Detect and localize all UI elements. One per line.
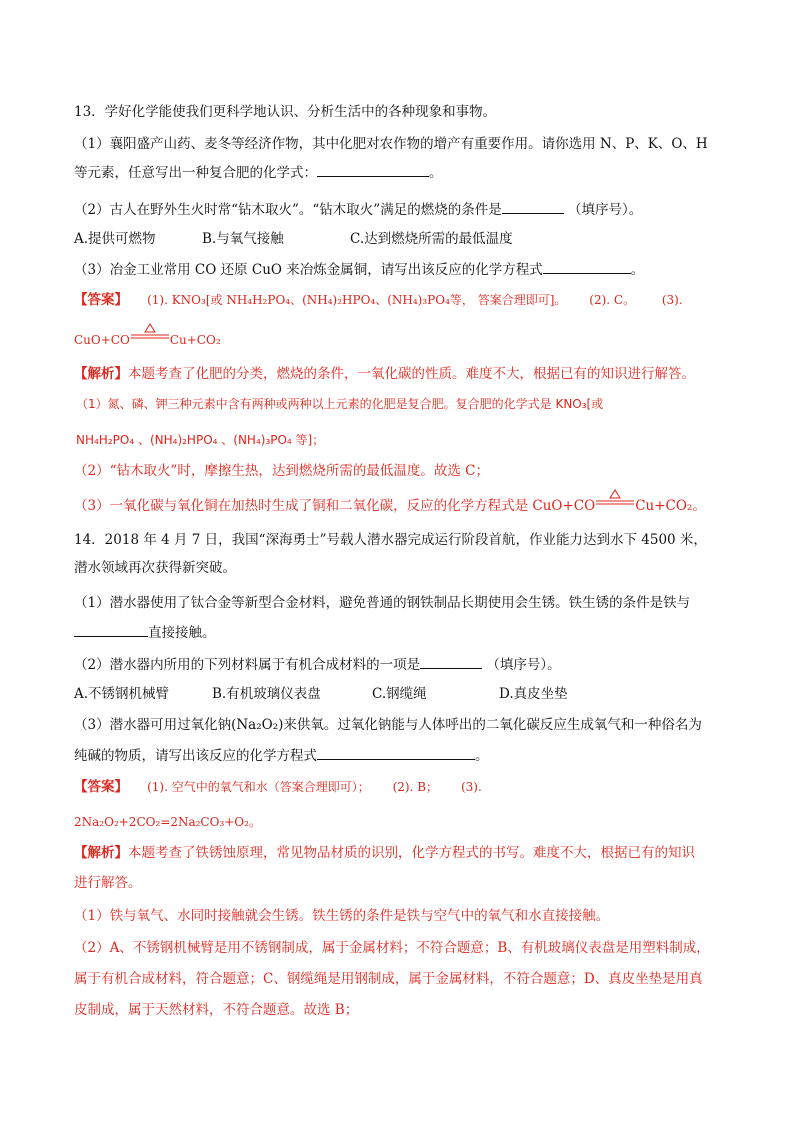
option-c: C.达到燃烧所需的最低温度 — [350, 231, 513, 247]
q13-analysis-2: （2）“钻木取火”时，摩擦生热，达到燃烧所需的最低温度。故选 C； — [74, 463, 490, 479]
q13-analysis-1-line2: NH₄H₂PO₄ 、(NH₄)₂HPO₄ 、(NH₄)₃PO₄ 等]； — [76, 433, 325, 447]
q14-analysis-1: （1）铁与氧气、水同时接触就会生锈。铁生锈的条件是铁与空气中的氧气和水直接接触。 — [74, 908, 610, 924]
q13-part2: （2）古人在野外生火时常“钻木取火”。“钻木取火”满足的燃烧的条件是 （填序号）。 — [74, 199, 642, 220]
option-a: A.提供可燃物 — [74, 231, 156, 247]
q14-options — [74, 684, 568, 704]
answer-blank — [420, 654, 482, 669]
q13-analysis: 【解析】本题考查了化肥的分类，燃烧的条件，一氧化碳的性质。难度不大，根据已有的知识进行解答。 — [74, 366, 695, 382]
option-a: A.不锈钢机械臂 — [74, 686, 170, 702]
q14-analysis-line1: 【解析】本题考查了铁锈蚀原理，常见物品材质的识别，化学方程式的书写。难度不大，根据已有的知识 — [74, 845, 695, 861]
q13-part3: （3）冶金工业常用 CO 还原 CuO 来冶炼金属铜，请写出该反应的化学方程式 。 — [74, 259, 644, 280]
q14-title-line1: 14．2018 年 4 月 7 日，我国“深海勇士”号载人潜水器完成运行阶段首航，作业能力达到水下 4500 米， — [74, 532, 707, 548]
q14-part1-line1: （1）潜水器使用了钛合金等新型合金材料，避免普通的钢铁制品长期使用会生锈。铁生锈的条件是铁与 — [74, 595, 691, 611]
q13-analysis-3: （3）一氧化碳与氧化铜在加热时生成了铜和二氧化碳，反应的化学方程式是 CuO+CO Cu+CO₂。 — [74, 496, 706, 516]
q14-answer-equation: 2Na₂O₂+2CO₂=2Na₂CO₃+O₂。 — [74, 815, 261, 829]
answer-blank — [317, 745, 475, 760]
q13-answer-equation: CuO+CO Cu+CO₂ — [74, 330, 221, 350]
q14-part1-line2: 直接接触。 — [74, 622, 216, 643]
q13-title: 13．学好化学能使我们更科学地认识、分析生活中的各种现象和事物。 — [74, 104, 497, 120]
q14-analysis-2-line1: （2）A、不锈钢机械臂是用不锈钢制成，属于金属材料；不符合题意；B、有机玻璃仪表盘是用塑料制成， — [74, 940, 710, 956]
option-b: B.有机玻璃仪表盘 — [212, 686, 321, 702]
q14-part2: （2）潜水器内所用的下列材料属于有机合成材料的一项是 （填序号）。 — [74, 654, 561, 675]
equal-sign-heating-icon — [130, 330, 170, 346]
q14-part3-line2: 纯碱的物质，请写出该反应的化学方程式 。 — [74, 745, 489, 766]
q14-part3-line1: （3）潜水器可用过氧化钠(Na₂O₂)来供氧。过氧化钠能与人体呼出的二氧化碳反应生成氧气和一种俗名为 — [74, 717, 702, 733]
analysis-label: 【解析】 — [74, 845, 128, 861]
q14-analysis-2-line2: 属于有机合成材料，符合题意；C、钢缆绳是用钢制成，属于金属材料，不符合题意；D、真皮坐垫是用真 — [74, 971, 703, 987]
q13-part1-line1: （1）襄阳盛产山药、麦冬等经济作物，其中化肥对农作物的增产有重要作用。请你选用 N、P、K、O、H — [74, 136, 708, 152]
option-d: D.真皮坐垫 — [499, 686, 568, 702]
q13-answer: 【答案】 (1). KNO₃[或 NH₄H₂PO₄、(NH₄)₂HPO₄、(NH₄)₃PO₄等， 答案合理即可]。 (2). C。 (3). — [74, 292, 683, 308]
q13-part1-line2: 等元素，任意写出一种复合肥的化学式： 。 — [74, 162, 443, 183]
answer-blank — [502, 199, 564, 214]
answer-blank — [317, 162, 429, 177]
answer-label: 【答案】 — [74, 779, 128, 795]
q14-analysis-line2: 进行解答。 — [74, 875, 142, 891]
answer-label: 【答案】 — [74, 292, 128, 308]
option-b: B.与氧气接触 — [202, 231, 284, 247]
q14-answer: 【答案】 (1). 空气中的氧气和水（答案合理即可）； (2). B； (3). — [74, 779, 482, 795]
q13-options — [74, 229, 513, 249]
equal-sign-heating-icon — [595, 496, 635, 512]
q13-analysis-1-line1: （1）氮、磷、钾三种元素中含有两种或两种以上元素的化肥是复合肥。复合肥的化学式是 KNO₃[或 — [76, 397, 604, 411]
option-c: C.钢缆绳 — [372, 686, 427, 702]
q14-analysis-2-line3: 皮制成，属于天然材料，不符合题意。故选 B； — [74, 1002, 359, 1018]
q14-title-line2: 潜水领域再次获得新突破。 — [74, 560, 236, 576]
answer-blank — [74, 622, 148, 637]
answer-blank — [543, 259, 631, 274]
analysis-label: 【解析】 — [74, 366, 128, 382]
